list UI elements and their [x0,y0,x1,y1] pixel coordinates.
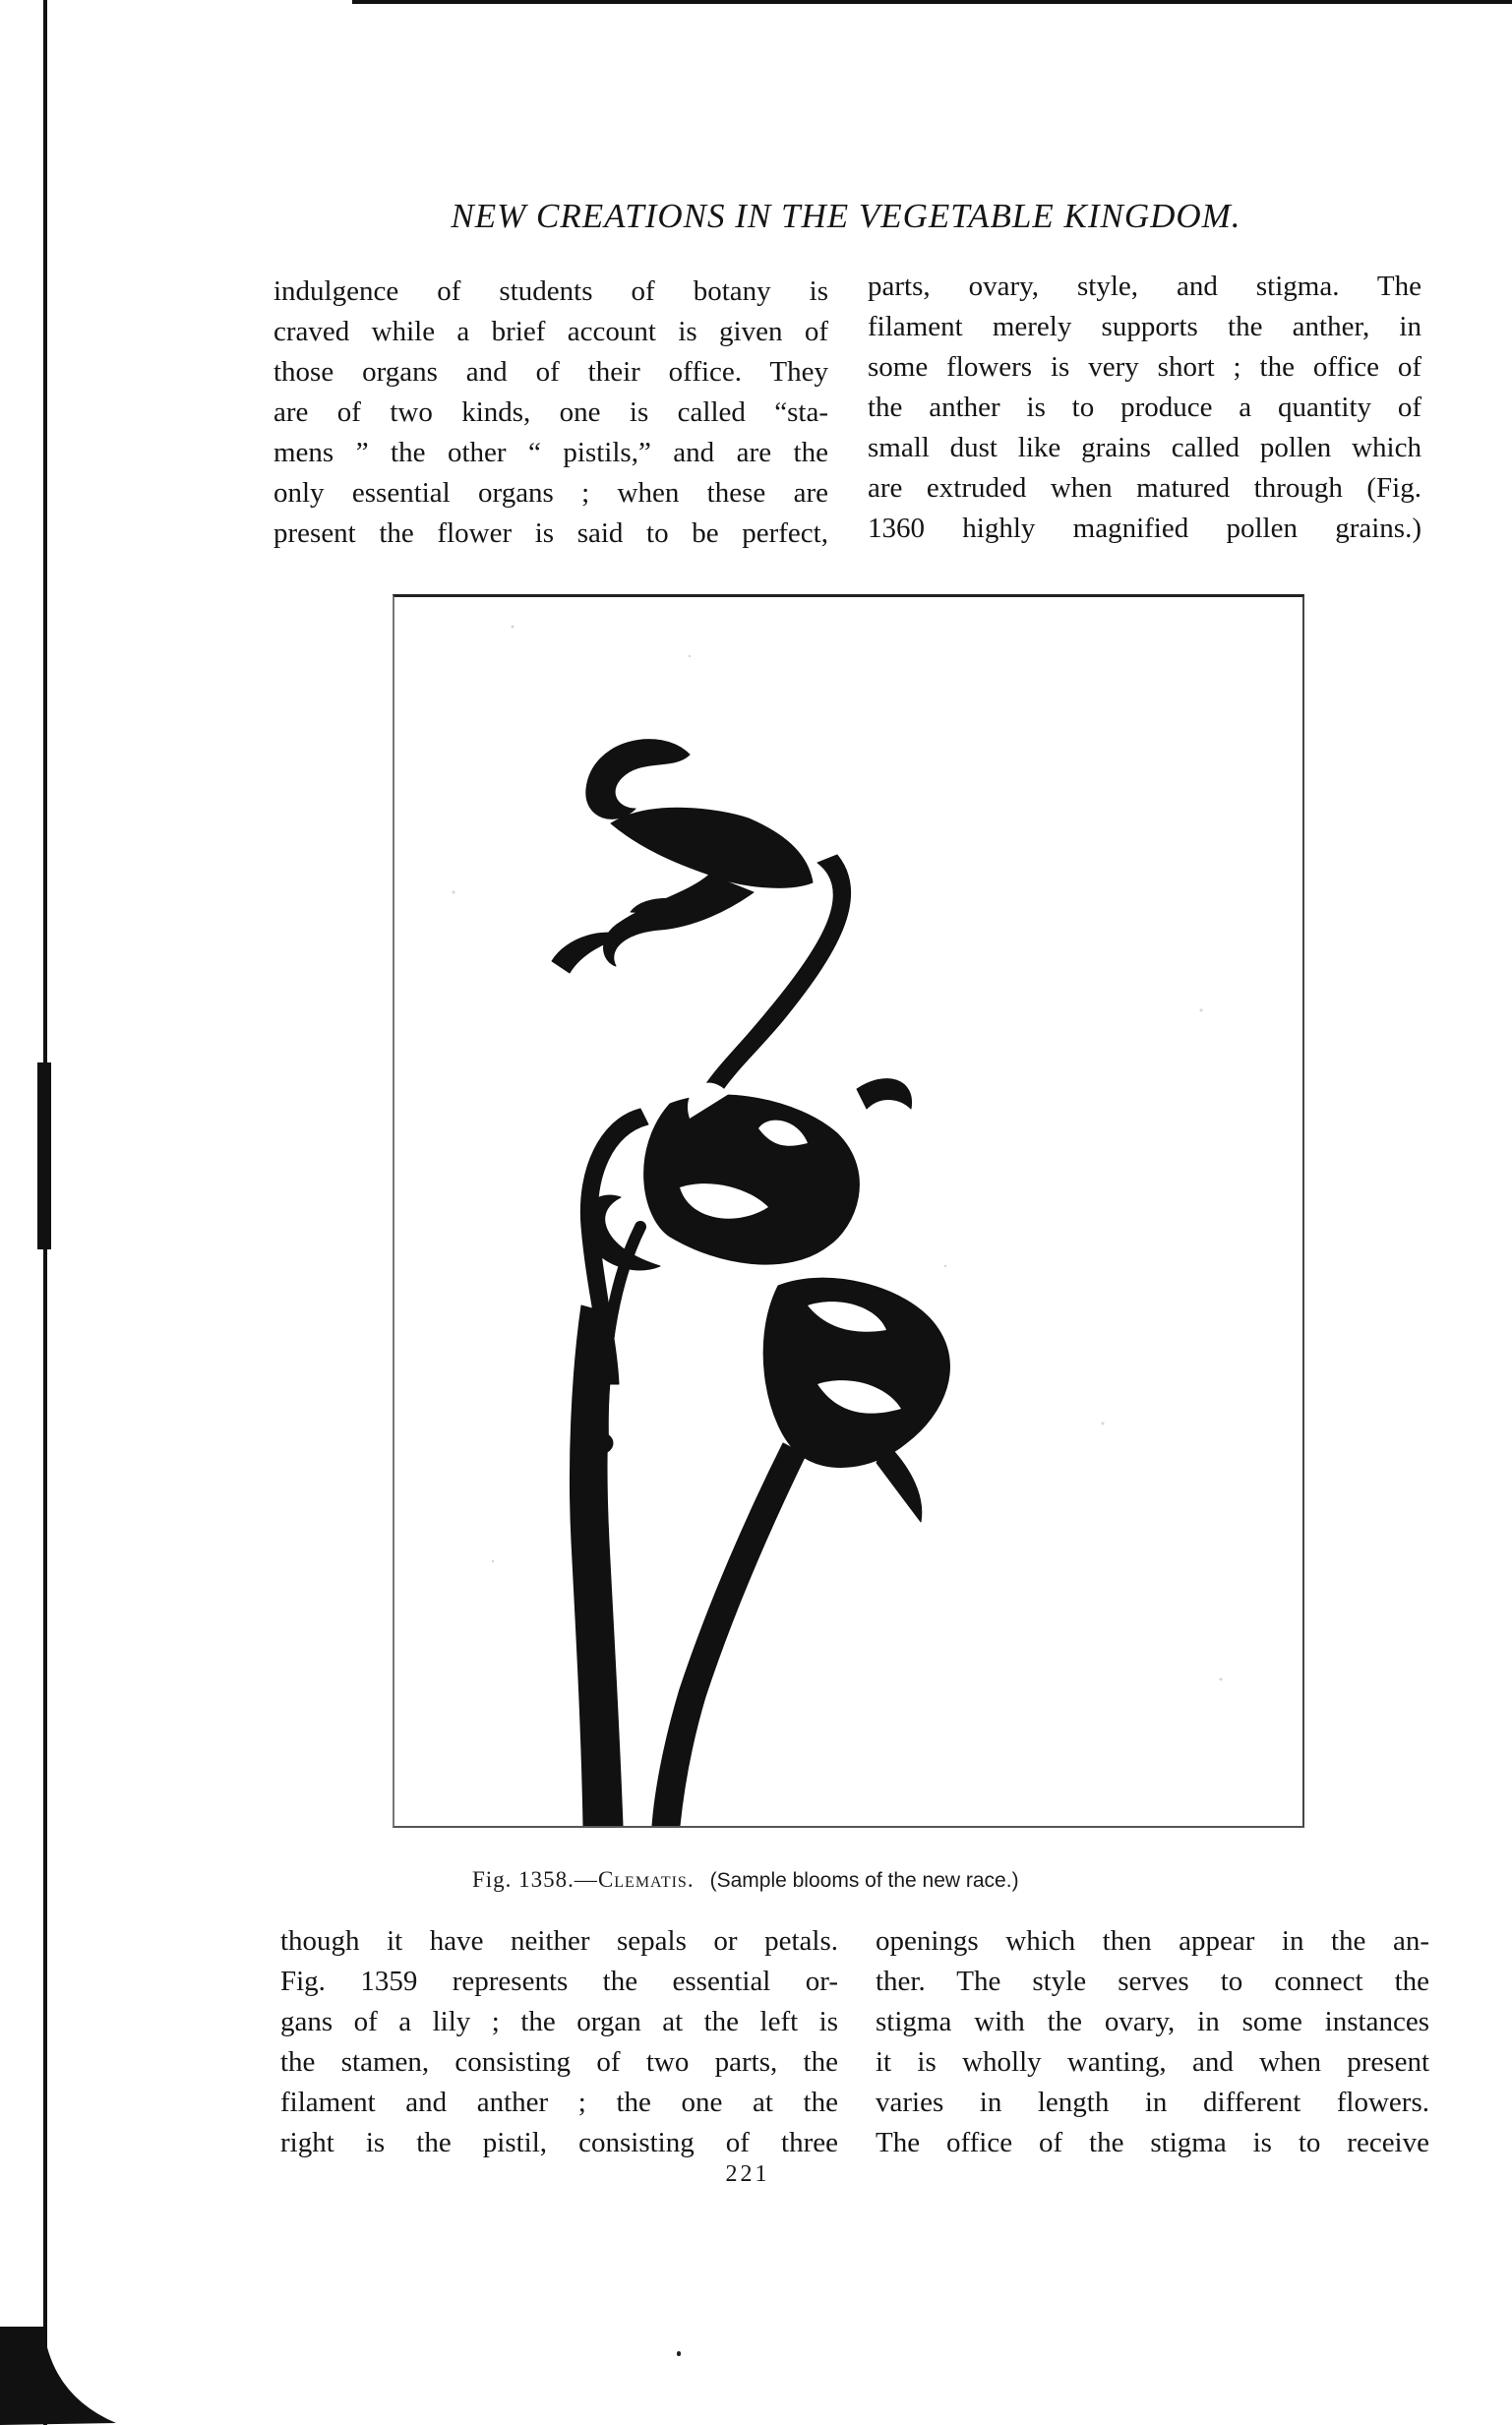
text-line: gans of a lily ; the organ at the left is [280,2006,838,2037]
print-speck [677,2351,681,2356]
text-line: openings which then appear in the an- [876,1925,1429,1957]
text-line: are extruded when matured through (Fig. [868,472,1421,504]
text-line: Fig. 1359 represents the essential or- [280,1966,838,1997]
text-line: only essential organs ; when these are [273,477,828,509]
text-line: 1360 highly magnified pollen grains.) [868,513,1421,544]
text-line: though it have neither sepals or petals. [280,1925,838,1957]
text-line: parts, ovary, style, and stigma. The [868,271,1421,302]
text-line: the stamen, consisting of two parts, the [280,2046,838,2078]
corner-shadow [0,2307,118,2425]
bottom-left-column [280,1921,838,2163]
text-line: indulgence of students of botany is [273,275,828,307]
figure-caption [472,1867,1240,1893]
figure-number: Fig. 1358.— [472,1867,598,1892]
text-line: varies in length in different flowers. [876,2087,1429,2118]
text-line: mens ” the other “ pistils,” and are the [273,437,828,468]
text-line: stigma with the ovary, in some instances [876,2006,1429,2037]
text-line: present the flower is said to be perfect, [273,517,828,549]
figure-title: Clematis. [597,1867,695,1892]
page-number: 221 [725,2161,770,2187]
text-line: right is the pistil, consisting of three [280,2127,838,2158]
text-line: filament merely supports the anther, in [868,311,1421,342]
text-line: are of two kinds, one is called “sta- [273,396,828,428]
top-left-column [273,272,828,554]
text-line: it is wholly wanting, and when present [876,2046,1429,2078]
running-head: NEW CREATIONS IN THE VEGETABLE KINGDOM. [451,197,1241,235]
text-line: ther. The style serves to connect the [876,1966,1429,1997]
text-line: filament and anther ; the one at the [280,2087,838,2118]
bottom-right-column [876,1921,1429,2163]
top-right-column [868,267,1421,549]
text-line: some flowers is very short ; the office of [868,351,1421,383]
spine-binding-mark [37,1062,51,1249]
text-line: small dust like grains called pollen which [868,432,1421,463]
text-line: those organs and of their office. They [273,356,828,388]
figure-note: (Sample blooms of the new race.) [709,1869,1019,1892]
clematis-illustration [394,597,1302,1826]
text-line: craved while a brief account is given of [273,316,828,347]
text-line: the anther is to produce a quantity of [868,392,1421,423]
text-line: The office of the stigma is to receive [876,2127,1429,2158]
top-rule [352,0,1512,4]
clematis-photograph [393,594,1304,1828]
